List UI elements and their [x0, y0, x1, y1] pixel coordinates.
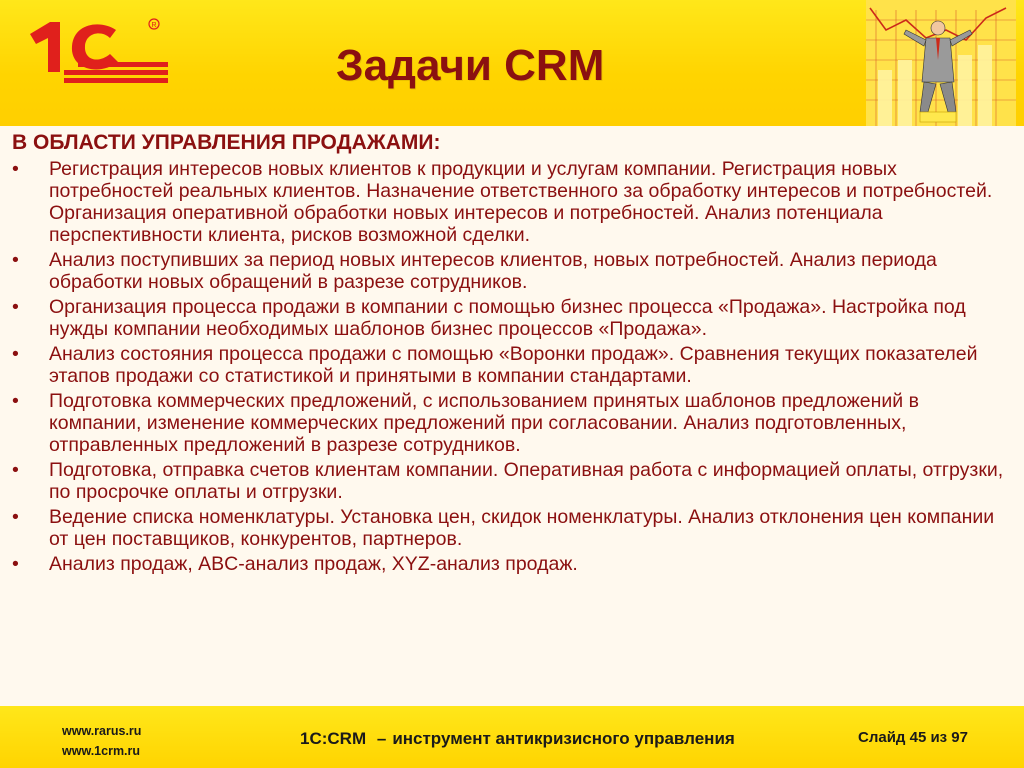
- slide-title: Задачи CRM: [336, 41, 605, 90]
- slide-content: [0, 126, 1024, 706]
- svg-text:R: R: [151, 22, 157, 29]
- list-item: [10, 296, 1016, 340]
- businessman-chart-illustration: [866, 0, 1016, 126]
- bullet-icon: •: [12, 343, 19, 365]
- tagline-text: инструмент антикризисного управления: [392, 729, 735, 748]
- bullet-icon: •: [12, 459, 19, 481]
- list-item-text: Ведение списка номенклатуры. Установка цен, скидок номенклатуры. Анализ отклонения цен компании от цен поставщиков, конкурентов, партнеров.: [49, 506, 995, 550]
- list-item: [10, 249, 1016, 293]
- list-item: [10, 390, 1016, 456]
- slide-number: Слайд 45 из 97: [858, 729, 968, 746]
- list-item: [10, 506, 1016, 550]
- section-title: В ОБЛАСТИ УПРАВЛЕНИЯ ПРОДАЖАМИ:: [12, 131, 441, 154]
- bullet-icon: •: [12, 296, 19, 318]
- list-item-text: Подготовка, отправка счетов клиентам компании. Оперативная работа с информацией оплаты, отгрузки, по просрочке оплаты и отгрузки.: [49, 459, 1004, 503]
- rarus-link[interactable]: www.rarus.ru: [62, 724, 142, 738]
- list-item-text: Анализ поступивших за период новых интересов клиентов, новых потребностей. Анализ периода обработки новых обращений в разрезе сотрудников.: [49, 249, 937, 293]
- bullet-icon: •: [12, 249, 19, 271]
- bullet-icon: •: [12, 506, 19, 528]
- tagline-dash: –: [376, 729, 387, 748]
- list-item-text: Организация процесса продажи в компании с помощью бизнес процесса «Продажа». Настройка под нужды компании необходимых шаблонов бизнес процессов «Продажа».: [49, 296, 966, 340]
- list-item-text: Анализ состояния процесса продажи с помощью «Воронки продаж». Сравнения текущих показателей этапов продажи со статистикой и принятыми в компании стандартами.: [49, 343, 978, 387]
- bullet-icon: •: [12, 390, 19, 412]
- slide-header: [0, 0, 1024, 126]
- task-list: [10, 158, 1016, 578]
- list-item: [10, 158, 1016, 246]
- bullet-icon: •: [12, 158, 19, 180]
- 1crm-link[interactable]: www.1crm.ru: [62, 744, 141, 758]
- footer-tagline: [300, 729, 820, 749]
- list-item-text: Анализ продаж, ABC-анализ продаж, XYZ-анализ продаж.: [49, 553, 578, 575]
- list-item: [10, 553, 1016, 575]
- list-item: [10, 459, 1016, 503]
- 1c-logo: [22, 14, 172, 86]
- slide-footer: [0, 706, 1024, 768]
- bullet-icon: •: [12, 553, 19, 575]
- list-item: [10, 343, 1016, 387]
- tagline-product: 1С:CRM: [300, 729, 367, 748]
- list-item-text: Регистрация интересов новых клиентов к продукции и услугам компании. Регистрация новых потребностей реальных клиентов. Назначение ответственного за обработку интересов и потребностей. Организация оперативной обработки новых интересов и потребностей. Анализ потенциала перспективности клиента, рисков возможной сделки.: [49, 158, 993, 246]
- list-item-text: Подготовка коммерческих предложений, с использованием принятых шаблонов предложений в компании, изменение коммерческих предложений при согласовании. Анализ подготовленных, отправленных предложений в разрезе сотрудников.: [49, 390, 919, 456]
